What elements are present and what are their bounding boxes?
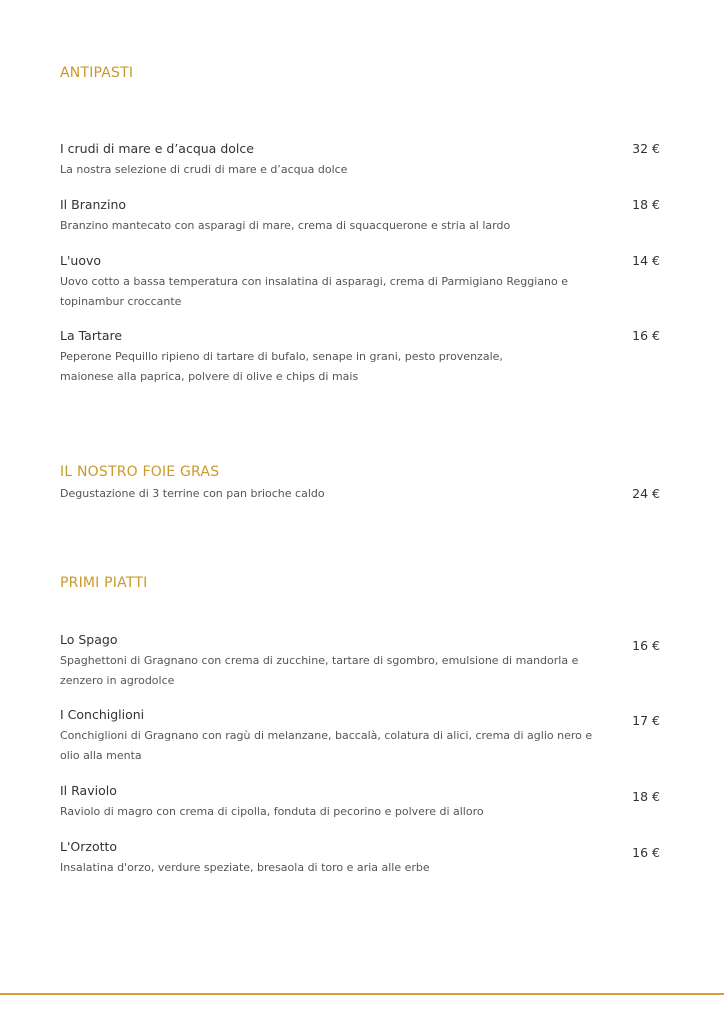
- dish-price: 32 €: [632, 141, 660, 156]
- dish-name: La Tartare: [60, 328, 123, 343]
- dish-description: Peperone Pequillo ripieno di tartare di bufalo, senape in grani, pesto provenzale, maionese alla paprica, polvere di olive e chips di mais: [60, 350, 503, 383]
- dish-name: Il Branzino: [60, 197, 127, 212]
- dish-price: 18 €: [632, 789, 660, 804]
- dish-price: 16 €: [632, 328, 660, 343]
- dish-description: Degustazione di 3 terrine con pan brioche caldo: [60, 487, 325, 500]
- antipasti-title: ANTIPASTI: [60, 65, 134, 81]
- dish-price: 16 €: [632, 845, 660, 860]
- dish-description: Conchiglioni di Gragnano con ragù di melanzane, baccalà, colatura di alici, crema di aglio nero e olio alla menta: [60, 729, 593, 762]
- dish-price: 14 €: [632, 253, 660, 268]
- dish-name: I Conchiglioni: [60, 707, 145, 722]
- dish-price: 24 €: [632, 486, 660, 501]
- dish-name: L'uovo: [60, 253, 102, 268]
- dish-description: Uovo cotto a bassa temperatura con insalatina di asparagi, crema di Parmigiano Reggiano e topinambur croccante: [60, 275, 568, 308]
- primi-title: PRIMI PIATTI: [60, 575, 148, 591]
- foie-gras-title: IL NOSTRO FOIE GRAS: [60, 464, 220, 480]
- dish-price: 18 €: [632, 197, 660, 212]
- dish-price: 17 €: [632, 713, 660, 728]
- dish-price: 16 €: [632, 638, 660, 653]
- dish-description: Insalatina d'orzo, verdure speziate, bresaola di toro e aria alle erbe: [60, 861, 430, 874]
- dish-description: La nostra selezione di crudi di mare e d’acqua dolce: [60, 163, 348, 176]
- bottom-divider: [0, 993, 724, 995]
- dish-name: Il Raviolo: [60, 783, 117, 798]
- dish-name: Lo Spago: [60, 632, 118, 647]
- dish-description: Raviolo di magro con crema di cipolla, fonduta di pecorino e polvere di alloro: [60, 805, 484, 818]
- dish-name: L'Orzotto: [60, 839, 118, 854]
- dish-description: Branzino mantecato con asparagi di mare, crema di squacquerone e stria al lardo: [60, 219, 511, 232]
- dish-description: Spaghettoni di Gragnano con crema di zucchine, tartare di sgombro, emulsione di mandorla e zenzero in agrodolce: [60, 654, 579, 687]
- dish-name: I crudi di mare e d’acqua dolce: [60, 141, 254, 156]
